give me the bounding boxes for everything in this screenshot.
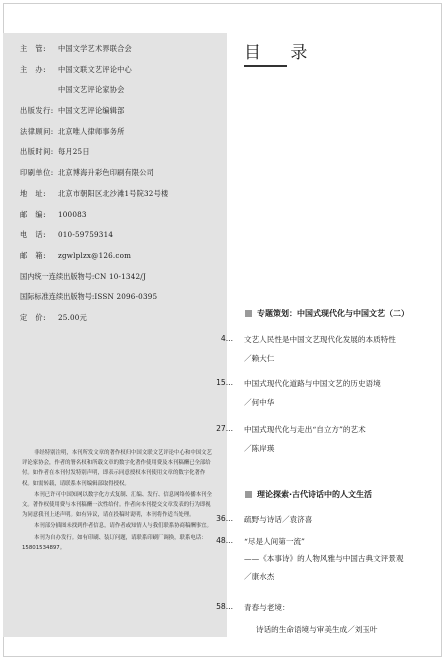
meta-label: 邮 箱: xyxy=(20,250,46,260)
meta-label: 定 价: xyxy=(20,312,46,322)
meta-value: 25.00元 xyxy=(58,312,87,322)
article-author: ／赖大仁 xyxy=(244,354,275,363)
article-title: 疏野与诗话／袁济喜 xyxy=(244,515,313,524)
article-author: ／何中华 xyxy=(244,398,275,407)
meta-label: 印刷单位: xyxy=(20,168,54,178)
meta-row xyxy=(20,44,225,54)
meta-row xyxy=(20,189,225,199)
meta-label: 法律顾问: xyxy=(20,126,54,136)
page-number: 27... xyxy=(216,424,233,433)
meta-value: 100083 xyxy=(58,209,87,219)
meta-value: 每月25日 xyxy=(58,147,90,157)
meta-value: 010-59759314 xyxy=(58,230,114,240)
article-author: ／康水杰 xyxy=(244,572,275,581)
meta-row xyxy=(20,127,225,137)
meta-value: 中国文艺评论家协会 xyxy=(58,85,125,95)
meta-row xyxy=(20,292,225,302)
toc-title-rule xyxy=(244,65,287,67)
article-title: “尽是人间第一流” xyxy=(244,537,305,546)
masthead-info xyxy=(20,44,225,334)
article-title: 文艺人民性是中国文艺现代化发展的本质特性 xyxy=(244,335,396,344)
meta-label: 出版时间: xyxy=(20,147,54,157)
meta-row xyxy=(20,230,225,240)
meta-row xyxy=(20,168,225,178)
section-heading xyxy=(245,489,372,500)
section-heading-text: 专题策划：中国式现代化与中国文艺（二） xyxy=(257,309,409,318)
meta-label: 主 办: xyxy=(20,64,46,74)
article-subtitle: 诗话的生命语境与审美生成／刘玉叶 xyxy=(256,625,378,634)
notice-paragraph: 本刊部分插图未找到作者信息，请作者或知情人与我们联系协商稿酬事宜。 xyxy=(34,523,212,530)
square-bullet-icon xyxy=(245,310,252,317)
meta-label: 邮 编: xyxy=(20,209,46,219)
meta-value: 中国文学艺术界联合会 xyxy=(58,44,132,53)
page-number: 36... xyxy=(216,514,233,523)
meta-row xyxy=(20,210,225,220)
meta-label: 出版发行: xyxy=(20,106,54,116)
article-title: 青春与老境： xyxy=(244,603,290,612)
meta-label: 国际标准连续出版物号: xyxy=(20,292,95,302)
page-number: 48... xyxy=(216,536,233,545)
meta-value: 北京市朝阳区北沙滩1号院32号楼 xyxy=(58,188,169,198)
meta-row xyxy=(20,85,225,95)
meta-label: 地 址: xyxy=(20,188,46,198)
page-number: 58... xyxy=(216,602,233,611)
article-title: 中国式现代化道路与中国文艺的历史语境 xyxy=(244,379,381,388)
meta-value: CN 10-1342/J xyxy=(94,271,146,281)
meta-row xyxy=(20,251,225,261)
notice-paragraph: 非经特别注明，本刊所发文章的著作权归中国文联文艺评论中心和中国文艺评论家协会，作者的署名权和所载文章的数字化著作使用费及本刊稿酬已全部给付。如作者在本刊付发特别声明，即表示同意授权本刊使用文章的数字化著作权。如需转载，请联系本刊编辑部取得授权。 xyxy=(22,450,212,487)
meta-label: 主 管: xyxy=(20,44,46,53)
section-heading-text: 理论探索·古代诗话中的人文生活 xyxy=(257,490,373,499)
toc-title: 目 录 xyxy=(244,43,320,63)
notice-paragraph: 本刊为自办发行。如有印刷、装订问题，请联系印刷厂调换，联系电话：15801534897。 xyxy=(22,534,207,551)
meta-row xyxy=(20,313,225,323)
meta-value: zgwlplzx@126.com xyxy=(58,250,132,260)
meta-value: 北京唯人律师事务所 xyxy=(58,126,125,136)
meta-row xyxy=(20,106,225,116)
square-bullet-icon xyxy=(245,491,252,498)
meta-label: 国内统一连续出版物号: xyxy=(20,271,95,281)
notice-paragraph: 本刊已许可中国知网以数字化方式复制、汇编、发行、信息网络传播本刊全文。著作权使用费与本刊稿酬一次性给付。作者向本刊提交文章发表的行为即视为同意我刊上述声明。如有异议，请在投稿时说明，本刊将作适当处理。 xyxy=(22,491,212,519)
page-number: 4... xyxy=(220,334,233,343)
copyright-notice xyxy=(22,448,215,554)
article-title: 中国式现代化与走出“自立方”的艺术 xyxy=(244,425,366,434)
meta-row xyxy=(20,147,225,157)
meta-row xyxy=(20,65,225,75)
article-subtitle: ——《本事诗》的人物风雅与中国古典文评景观 xyxy=(244,554,404,563)
meta-value: ISSN 2096-0395 xyxy=(94,292,158,302)
page-number: 15... xyxy=(216,378,233,387)
meta-row xyxy=(20,272,225,282)
meta-value: 北京博海升彩色印刷有限公司 xyxy=(58,168,155,178)
meta-label: 电 话: xyxy=(20,230,46,240)
article-author: ／陈岸瑛 xyxy=(244,444,275,453)
section-heading xyxy=(245,308,409,319)
meta-value: 中国文联文艺评论中心 xyxy=(58,64,132,74)
meta-value: 中国文艺评论编辑部 xyxy=(58,106,125,116)
